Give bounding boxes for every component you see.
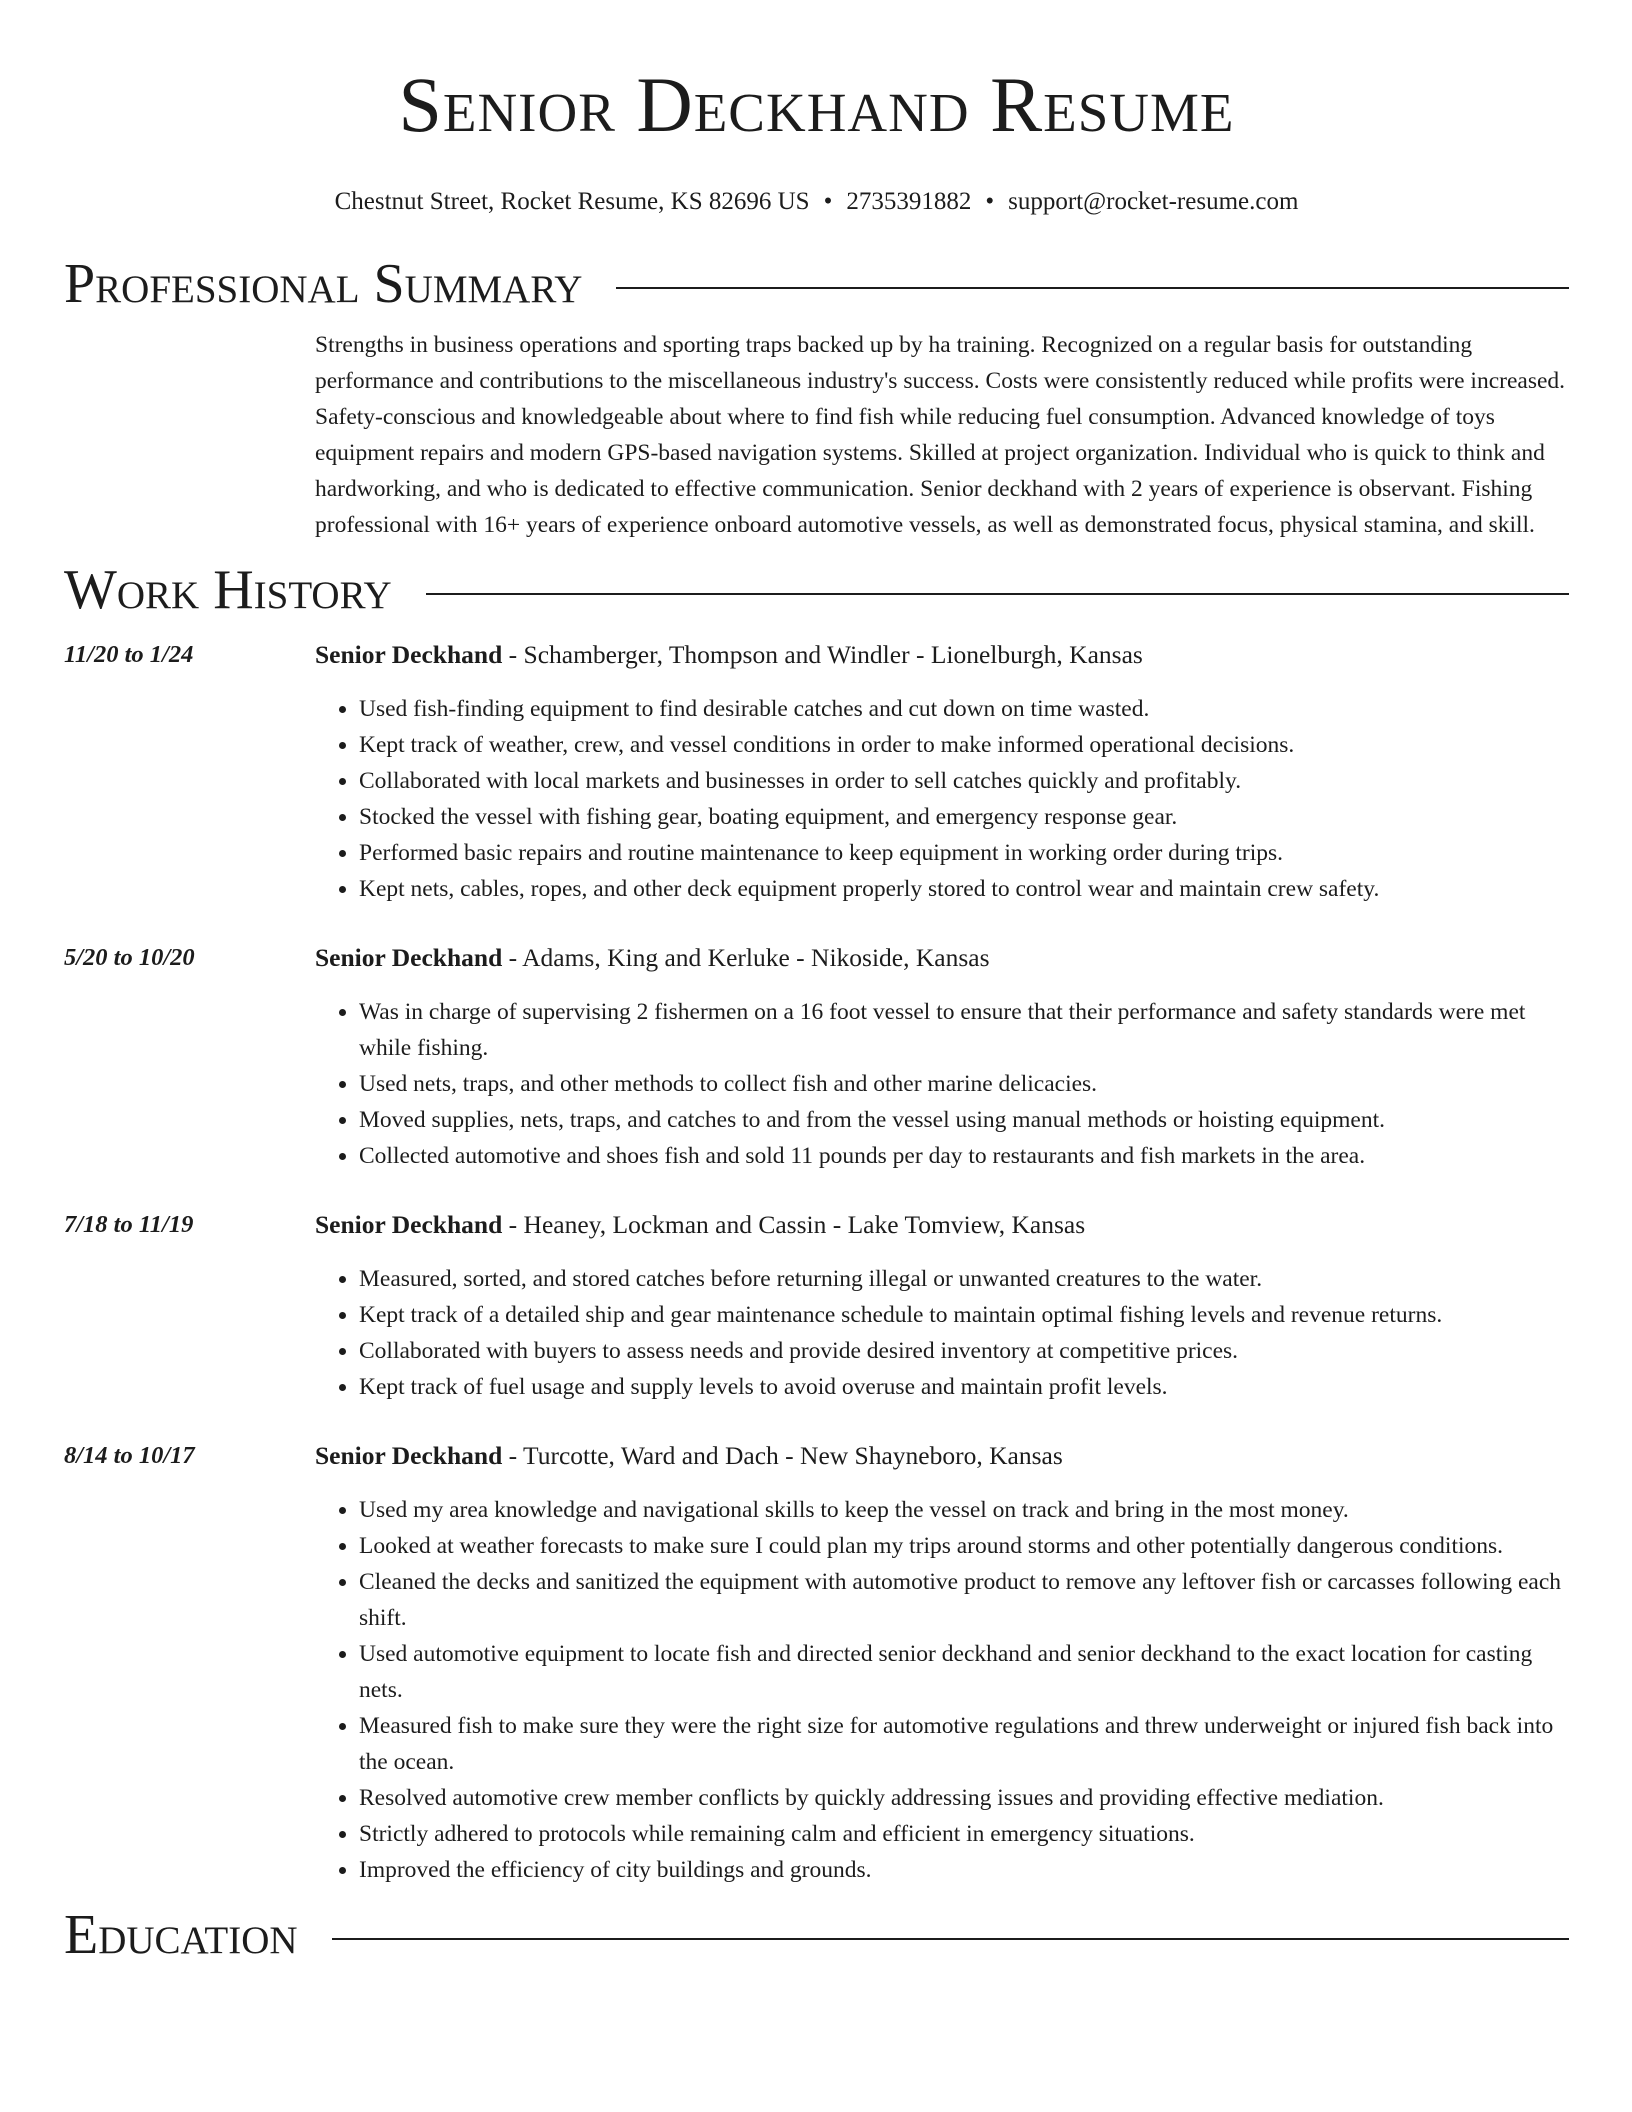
contact-email[interactable]: support@rocket-resume.com xyxy=(1008,188,1299,215)
job-body xyxy=(315,1207,1569,1405)
contact-line xyxy=(64,186,1569,218)
work-heading-row xyxy=(64,557,1569,623)
summary-heading: Professional Summary xyxy=(64,253,583,315)
job-details: - Turcotte, Ward and Dach - New Shayneboro, Kansas xyxy=(502,1441,1063,1470)
resume-title: Senior Deckhand Resume xyxy=(398,61,1235,148)
job-entry xyxy=(64,940,1569,1174)
job-bullet: • Kept nets, cables, ropes, and other deck equipment properly stored to control wear and maintain crew safety. xyxy=(359,871,1569,907)
job-bullet: • Looked at weather forecasts to make sure I could plan my trips around storms and other potentially dangerous conditions. xyxy=(359,1528,1569,1564)
job-bullet: • Stocked the vessel with fishing gear, boating equipment, and emergency response gear. xyxy=(359,799,1569,835)
job-bullet: • Used nets, traps, and other methods to collect fish and other marine delicacies. xyxy=(359,1066,1569,1102)
job-bullet: • Resolved automotive crew member conflicts by quickly addressing issues and providing effective mediation. xyxy=(359,1780,1569,1816)
job-bullet: • Used fish-finding equipment to find desirable catches and cut down on time wasted. xyxy=(359,691,1569,727)
job-entry xyxy=(64,637,1569,907)
job-bullet: • Performed basic repairs and routine maintenance to keep equipment in working order during trips. xyxy=(359,835,1569,871)
job-bullet: • Moved supplies, nets, traps, and catches to and from the vessel using manual methods or hoisting equipment. xyxy=(359,1102,1569,1138)
job-header xyxy=(315,637,1569,673)
job-header xyxy=(315,1438,1569,1474)
job-bullet: • Measured, sorted, and stored catches before returning illegal or unwanted creatures to the water. xyxy=(359,1261,1569,1297)
summary-heading-row xyxy=(64,251,1569,317)
job-bullet: • Used automotive equipment to locate fish and directed senior deckhand and senior deckhand to the exact location for casting nets. xyxy=(359,1636,1569,1708)
section-divider xyxy=(426,593,1569,595)
job-bullet: • Kept track of a detailed ship and gear maintenance schedule to maintain optimal fishing levels and revenue returns. xyxy=(359,1297,1569,1333)
job-body xyxy=(315,940,1569,1174)
contact-phone: 2735391882 xyxy=(846,188,972,215)
job-bullet: • Collaborated with local markets and businesses in order to sell catches quickly and profitably. xyxy=(359,763,1569,799)
job-bullet: • Collaborated with buyers to assess needs and provide desired inventory at competitive prices. xyxy=(359,1333,1569,1369)
job-details: - Adams, King and Kerluke - Nikoside, Kansas xyxy=(502,943,990,972)
job-role: Senior Deckhand xyxy=(315,1210,503,1239)
job-details: - Heaney, Lockman and Cassin - Lake Tomview, Kansas xyxy=(502,1210,1086,1239)
job-entry xyxy=(64,1438,1569,1888)
job-details: - Schamberger, Thompson and Windler - Lionelburgh, Kansas xyxy=(502,640,1143,669)
contact-separator: • xyxy=(985,188,995,215)
job-dates: 8/14 to 10/17 xyxy=(64,1442,195,1469)
job-dates: 7/18 to 11/19 xyxy=(64,1211,194,1238)
job-body xyxy=(315,1438,1569,1888)
job-role: Senior Deckhand xyxy=(315,1441,503,1470)
job-bullet: • Kept track of weather, crew, and vessel conditions in order to make informed operational decisions. xyxy=(359,727,1569,763)
job-dates: 11/20 to 1/24 xyxy=(64,641,194,668)
job-bullets xyxy=(315,994,1569,1174)
job-bullet: • Strictly adhered to protocols while remaining calm and efficient in emergency situations. xyxy=(359,1816,1569,1852)
contact-address: Chestnut Street, Rocket Resume, KS 82696 US xyxy=(334,188,810,215)
job-bullets xyxy=(315,691,1569,907)
job-role: Senior Deckhand xyxy=(315,640,503,669)
section-divider xyxy=(616,287,1569,289)
education-heading: Education xyxy=(64,1904,298,1966)
job-role: Senior Deckhand xyxy=(315,943,503,972)
job-body xyxy=(315,637,1569,907)
job-bullet: • Cleaned the decks and sanitized the equipment with automotive product to remove any leftover fish or carcasses following each shift. xyxy=(359,1564,1569,1636)
job-header xyxy=(315,1207,1569,1243)
summary-text: Strengths in business operations and sporting traps backed up by ha training. Recognized on a regular basis for outstanding performance and contributions to the miscellaneous industry's success. Costs were consistently reduced while profits were increased. Safety-conscious and knowledgeable about where to find fish while reducing fuel consumption. Advanced knowledge of toys equipment repairs and modern GPS-based navigation systems. Skilled at project organization. Individual who is quick to think and hardworking, and who is dedicated to effective communication. Senior deckhand with 2 years of experience is observant. Fishing professional with 16+ years of experience onboard automotive vessels, as well as demonstrated focus, physical stamina, and skill. xyxy=(315,332,1566,538)
job-dates: 5/20 to 10/20 xyxy=(64,944,195,971)
contact-separator: • xyxy=(823,188,833,215)
job-bullets xyxy=(315,1261,1569,1405)
job-bullet: • Used my area knowledge and navigational skills to keep the vessel on track and bring in the most money. xyxy=(359,1492,1569,1528)
job-bullet: • Kept track of fuel usage and supply levels to avoid overuse and maintain profit levels. xyxy=(359,1369,1569,1405)
job-bullet: • Collected automotive and shoes fish and sold 11 pounds per day to restaurants and fish markets in the area. xyxy=(359,1138,1569,1174)
education-heading-row xyxy=(64,1902,1569,1968)
job-entry xyxy=(64,1207,1569,1405)
section-divider xyxy=(332,1938,1569,1940)
job-bullet: • Improved the efficiency of city buildings and grounds. xyxy=(359,1852,1569,1888)
work-heading: Work History xyxy=(64,559,392,621)
job-header xyxy=(315,940,1569,976)
job-bullet: • Was in charge of supervising 2 fishermen on a 16 foot vessel to ensure that their performance and safety standards were met while fishing. xyxy=(359,994,1569,1066)
job-bullets xyxy=(315,1492,1569,1888)
resume-page xyxy=(64,0,1569,1968)
job-bullet: • Measured fish to make sure they were the right size for automotive regulations and threw underweight or injured fish back into the ocean. xyxy=(359,1708,1569,1780)
